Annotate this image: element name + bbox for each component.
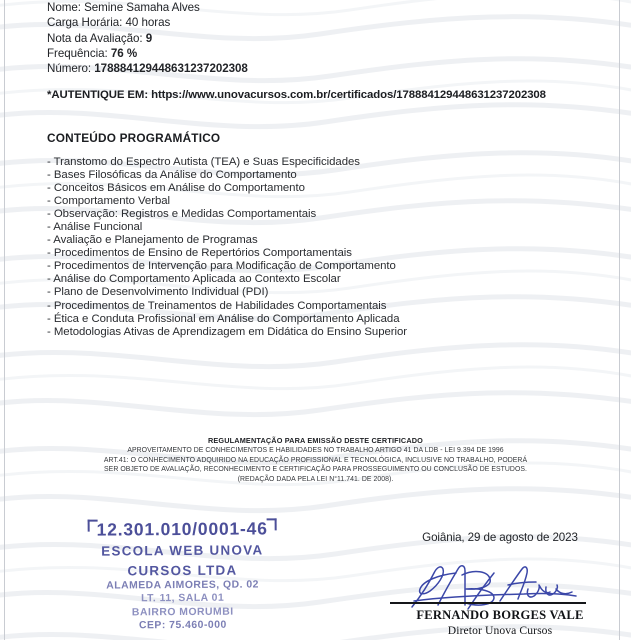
- program-item: - Conceitos Básicos em Análise do Comportamento: [47, 182, 305, 195]
- certificate-fields: [47, 0, 517, 76]
- program-item: - Plano de Desenvolvimento Individual (PDI): [47, 286, 269, 299]
- field-nota-avaliacao-value: 9: [145, 31, 153, 45]
- field-frequencia-value: 76 %: [110, 46, 138, 60]
- field-carga-horaria-label: Carga Horária:: [47, 16, 123, 30]
- stamp-company-line2: CURSOS LTDA: [127, 562, 238, 578]
- field-nome-value: Semine Samaha Alves: [84, 1, 200, 14]
- field-numero: [47, 61, 517, 76]
- stamp-address-line4: CEP: 75.460-000: [138, 619, 227, 632]
- regulation-line: SER OBJETO DE AVALIAÇÃO, RECONHECIMENTO E CERTIFICAÇÃO PARA PROSSEGUIMENTO OU CONCLUSÃO DE ESTUDOS.: [104, 466, 527, 474]
- regulation-line: ART.41: O CONHECIMENTO ADQUIRIDO NA EDUCAÇÃO PROFISSIONAL E TECNOLÓGICA, INCLUSIVE NO TRABALHO, PODERÁ: [103, 456, 528, 464]
- signatory-name: FERNANDO BORGES VALE: [416, 608, 584, 622]
- field-frequencia: [47, 46, 517, 61]
- company-stamp: [60, 517, 306, 633]
- page-border-left: [4, 0, 5, 640]
- signature-block: [380, 530, 620, 637]
- program-item: - Procedimentos de Treinamentos de Habilidades Comportamentais: [47, 299, 387, 312]
- program-title: CONTEÚDO PROGRAMÁTICO: [47, 131, 221, 145]
- regulation-line: APROVEITAMENTO DE CONHECIMENTOS E HABILIDADES NO TRABALHO ARTIGO 41 DA LDB - LEI 9.394 DE 1996: [127, 447, 504, 454]
- stamp-company-line1: ESCOLA WEB UNOVA: [101, 542, 264, 559]
- field-nome-label: Nome:: [47, 1, 81, 14]
- signature-rule: [390, 602, 586, 604]
- program-item: - Transtomo do Espectro Autista (TEA) e Suas Especificidades: [47, 156, 360, 168]
- regulation-title: REGULAMENTAÇÃO PARA EMISSÃO DESTE CERTIFICADO: [208, 436, 423, 445]
- program-item: - Bases Filosóficas da Análise do Comportamento: [47, 169, 297, 182]
- handwritten-signature: [380, 561, 620, 613]
- program-item: - Procedimentos de Intervenção para Modificação de Comportamento: [47, 260, 396, 273]
- authenticate-url[interactable]: *AUTENTIQUE EM: https://www.unovacursos.com.br/certificados/178884129448631237202308: [47, 89, 546, 101]
- program-item: - Metodologias Ativas de Aprendizagem em Didática do Ensino Superior: [47, 325, 408, 338]
- field-nota-avaliacao: [47, 31, 517, 46]
- program-item: - Observação: Registros e Medidas Comportamentais: [47, 208, 317, 221]
- program-list: [47, 156, 567, 339]
- signature-city-date: Goiânia, 29 de agosto de 2023: [422, 531, 578, 544]
- program-item: - Procedimentos de Ensino de Repertórios Comportamentais: [47, 247, 352, 260]
- program-item: - Ética e Conduta Profissional em Análise do Comportamento Aplicada: [47, 312, 400, 325]
- stamp-address-line3: BAIRRO MORUMBI: [131, 606, 234, 619]
- field-carga-horaria-value: 40 horas: [125, 16, 171, 30]
- field-nota-avaliacao-label: Nota da Avaliação:: [47, 31, 143, 45]
- signatory-role: Diretor Unova Cursos: [447, 624, 553, 637]
- field-numero-label: Número:: [47, 62, 92, 76]
- program-item: - Comportamento Verbal: [47, 195, 170, 208]
- field-numero-value: 178884129448631237202308: [94, 62, 248, 76]
- regulation-block: [0, 436, 631, 484]
- stamp-address-line2: LT. 11, SALA 01: [141, 593, 225, 605]
- stamp-cnpj: 12.301.010/0001-46: [88, 517, 277, 540]
- program-item: - Análise Funcional: [47, 221, 143, 234]
- program-item: - Avaliação e Planejamento de Programas: [47, 234, 258, 247]
- program-item: - Análise do Comportamento Aplicada ao Contexto Escolar: [47, 273, 341, 286]
- field-frequencia-label: Frequência:: [47, 46, 108, 60]
- stamp-address-line1: ALAMEDA AIMORES, QD. 02: [106, 579, 259, 592]
- regulation-line: (REDAÇÃO DADA PELA LEI N°11.741. DE 2008).: [237, 475, 394, 483]
- field-nome: [47, 0, 517, 15]
- field-carga-horaria: [47, 15, 517, 30]
